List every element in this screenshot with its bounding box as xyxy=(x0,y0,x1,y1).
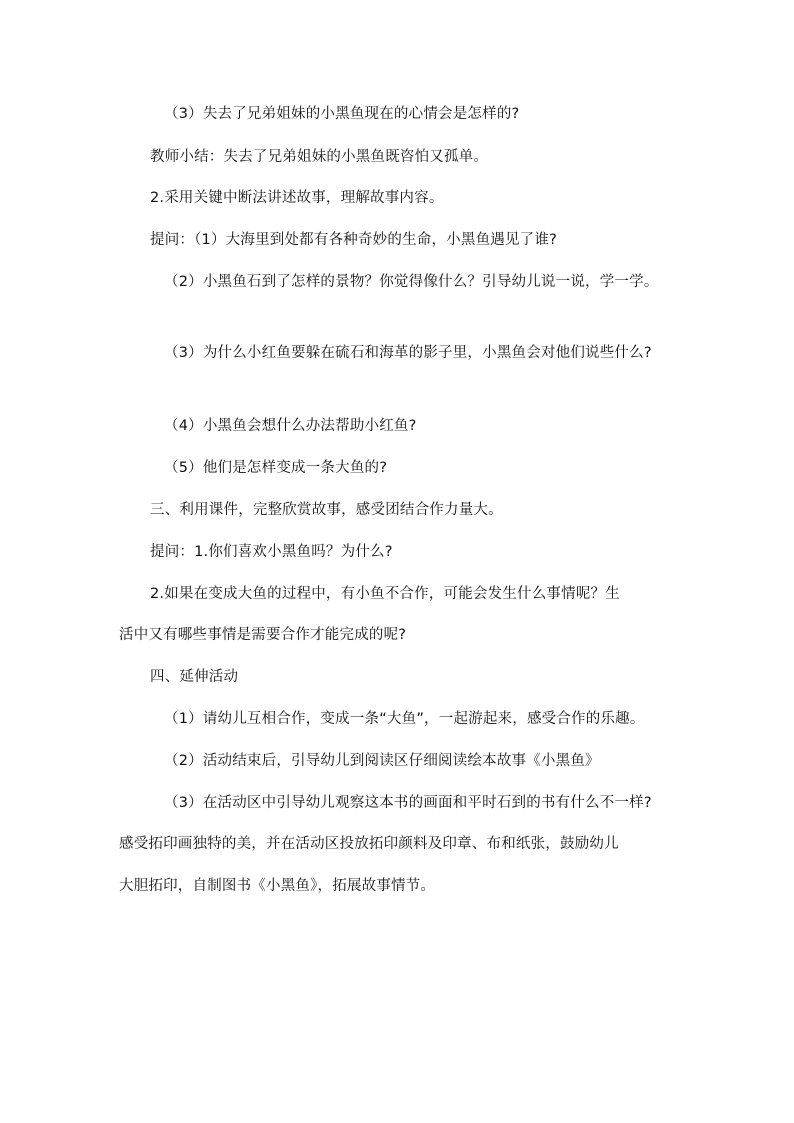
text-line: 2.采用关键中断法讲述故事，理解故事内容。 xyxy=(150,190,444,206)
text-line: 提问：（1）大海里到处都有各种奇妙的生命，小黑鱼遇见了谁? xyxy=(150,232,557,248)
text-line: 提问：1.你们喜欢小黑鱼吗？为什么? xyxy=(150,544,393,560)
section-heading: 四、延伸活动 xyxy=(150,669,239,685)
text-line: （3）在活动区中引导幼儿观察这本书的画面和平时石到的书有什么不一样? xyxy=(164,795,652,811)
text-line: 教师小结：失去了兄弟姐妹的小黑鱼既咨怕又孤单。 xyxy=(150,149,489,165)
text-line: （2）活动结束后，引导幼儿到阅读区仔细阅读绘本故事《小黑鱼》 xyxy=(164,753,600,769)
text-line: 活中又有哪些事情是需要合作才能完成的呢? xyxy=(119,627,407,643)
text-line: 感受拓印画独特的美，并在活动区投放拓印颜料及印章、布和纸张，鼓励幼儿 xyxy=(119,836,619,852)
text-line: （5）他们是怎样变成一条大鱼的? xyxy=(164,460,388,476)
section-heading: 三、利用课件，完整欣赏故事，感受团结合作力量大。 xyxy=(150,502,503,518)
text-line: （3）为什么小红鱼要躲在硫石和海革的影子里，小黑鱼会对他们说些什么? xyxy=(164,345,652,361)
text-line: 2.如果在变成大鱼的过程中，有小鱼不合作，可能会发生什么事情呢？生 xyxy=(150,586,620,602)
text-line: （3）失去了兄弟姐妹的小黑鱼现在的心情会是怎样的? xyxy=(164,106,520,122)
text-line: 大胆拓印，自制图书《小黑鱼》，拓展故事情节。 xyxy=(119,878,436,894)
text-line: （1）请幼儿互相合作，变成一条“大鱼”，一起游起来，感受合作的乐趣。 xyxy=(164,711,645,727)
text-line: （4）小黑鱼会想什么办法帮助小红鱼? xyxy=(164,418,417,434)
text-line: （2）小黑鱼石到了怎样的景物？你觉得像什么？引导幼儿说一说，学一学。 xyxy=(164,274,659,290)
